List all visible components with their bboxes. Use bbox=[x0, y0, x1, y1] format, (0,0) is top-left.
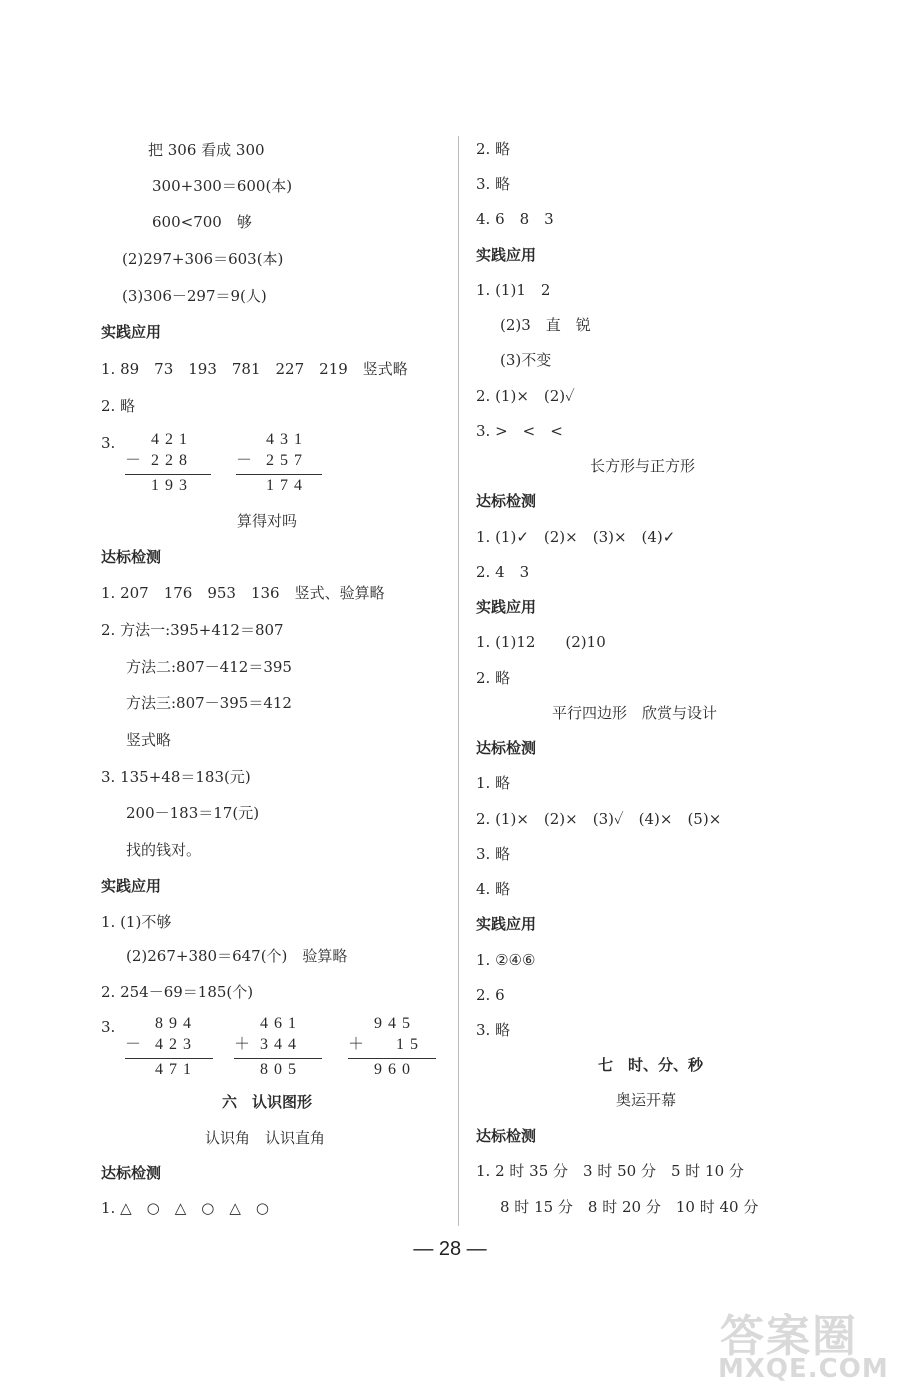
calc-bottom: 15 bbox=[396, 1036, 424, 1053]
text-line: 200－183＝17(元) bbox=[126, 804, 260, 822]
text-line: 方法三:807－395＝412 bbox=[126, 694, 292, 712]
text-line: 300+300＝600(本) bbox=[152, 177, 293, 195]
calc-bottom: 257 bbox=[266, 452, 308, 469]
watermark-url: MXQE.COM bbox=[718, 1354, 889, 1384]
section-heading: 实践应用 bbox=[476, 246, 537, 264]
text-line: 1. △ ○ △ ○ △ ○ bbox=[101, 1199, 269, 1217]
subsection-title: 平行四边形 欣赏与设计 bbox=[552, 704, 718, 722]
calc-result: 960 bbox=[374, 1061, 416, 1078]
text-line: 3. 略 bbox=[476, 175, 511, 193]
calc-rule bbox=[236, 474, 322, 475]
text-line: 1. 89 73 193 781 227 219 竖式略 bbox=[101, 360, 408, 378]
section-heading: 达标检测 bbox=[476, 739, 537, 757]
vertical-calculation bbox=[125, 430, 215, 496]
text-line: 4. 6 8 3 bbox=[476, 210, 554, 228]
calc-result: 805 bbox=[260, 1061, 302, 1078]
calc-rule bbox=[348, 1058, 436, 1059]
text-line: 8 时 15 分 8 时 20 分 10 时 40 分 bbox=[500, 1198, 759, 1216]
text-line: 1. 2 时 35 分 3 时 50 分 5 时 10 分 bbox=[476, 1162, 744, 1180]
calc-result: 193 bbox=[151, 477, 193, 494]
text-line: 2. (1)× (2)× (3)✓ (4)× (5)× bbox=[476, 810, 722, 828]
calc-bottom: 344 bbox=[260, 1036, 302, 1053]
text-line: 3. > < < bbox=[476, 422, 563, 440]
calc-top: 894 bbox=[155, 1015, 197, 1032]
text-line: (3)306－297＝9(人) bbox=[122, 287, 267, 305]
text-line: 1. ②④⑥ bbox=[476, 951, 536, 969]
section-heading: 达标检测 bbox=[101, 1164, 162, 1182]
calc-operator: － bbox=[236, 452, 259, 469]
section-heading: 实践应用 bbox=[476, 915, 537, 933]
text-line: 1. (1)1 2 bbox=[476, 281, 551, 299]
text-line: 600<700 够 bbox=[152, 213, 252, 231]
calc-operator: ＋ bbox=[234, 1036, 257, 1053]
text-line: 2. 6 bbox=[476, 986, 505, 1004]
vertical-calculation bbox=[236, 430, 326, 496]
calc-top: 461 bbox=[260, 1015, 302, 1032]
section-heading: 达标检测 bbox=[476, 492, 537, 510]
text-line: 3. 略 bbox=[476, 1021, 511, 1039]
text-line: 2. 略 bbox=[476, 140, 511, 158]
watermark-text: 答案圈 bbox=[720, 1311, 858, 1362]
subsection-title: 长方形与正方形 bbox=[590, 457, 696, 475]
vertical-calculation bbox=[348, 1014, 440, 1080]
text-line: 2. 254－69＝185(个) bbox=[101, 983, 254, 1001]
calc-operator: － bbox=[125, 452, 148, 469]
text-line: (3)不变 bbox=[500, 351, 552, 369]
calc-top: 431 bbox=[266, 431, 308, 448]
text-line: 2. 4 3 bbox=[476, 563, 530, 581]
watermark-logo bbox=[700, 1300, 900, 1390]
text-line: 3. bbox=[101, 434, 116, 452]
section-heading: 实践应用 bbox=[101, 877, 162, 895]
calc-top: 945 bbox=[374, 1015, 416, 1032]
calc-rule bbox=[125, 474, 211, 475]
text-line: (2)297+306＝603(本) bbox=[122, 250, 284, 268]
page-number: — 28 — bbox=[413, 1238, 487, 1260]
vertical-calculation bbox=[234, 1014, 326, 1080]
calc-top: 421 bbox=[151, 431, 193, 448]
text-line: (2)3 直 锐 bbox=[500, 316, 591, 334]
text-line: 1. (1)12 (2)10 bbox=[476, 633, 606, 651]
chapter-title: 六 认识图形 bbox=[222, 1093, 313, 1111]
text-line: 1. (1)不够 bbox=[101, 913, 172, 931]
text-line: 2. 略 bbox=[476, 669, 511, 687]
section-heading: 达标检测 bbox=[476, 1127, 537, 1145]
text-line: 4. 略 bbox=[476, 880, 511, 898]
subsection-title: 奥运开幕 bbox=[616, 1091, 677, 1109]
calc-operator: － bbox=[125, 1036, 148, 1053]
vertical-calculation bbox=[125, 1014, 217, 1080]
column-divider bbox=[458, 136, 459, 1226]
calc-bottom: 423 bbox=[155, 1036, 197, 1053]
chapter-title: 七 时、分、秒 bbox=[598, 1056, 704, 1074]
text-line: 2. 略 bbox=[101, 397, 136, 415]
section-heading: 实践应用 bbox=[476, 598, 537, 616]
text-line: 2. (1)× (2)✓ bbox=[476, 387, 575, 405]
text-line: 找的钱对。 bbox=[126, 841, 202, 859]
section-heading: 实践应用 bbox=[101, 323, 162, 341]
text-line: 1. (1)✓ (2)× (3)× (4)✓ bbox=[476, 528, 676, 546]
calc-rule bbox=[125, 1058, 213, 1059]
text-line: 1. 略 bbox=[476, 774, 511, 792]
text-line: 2. 方法一:395+412＝807 bbox=[101, 621, 284, 639]
text-line: 3. bbox=[101, 1018, 116, 1036]
text-line: 3. 略 bbox=[476, 845, 511, 863]
text-line: 把 306 看成 300 bbox=[148, 141, 265, 159]
calc-result: 174 bbox=[266, 477, 308, 494]
calc-bottom: 228 bbox=[151, 452, 193, 469]
subsection-title: 认识角 认识直角 bbox=[205, 1129, 326, 1147]
calc-result: 471 bbox=[155, 1061, 197, 1078]
text-line: (2)267+380＝647(个) 验算略 bbox=[126, 947, 348, 965]
calc-rule bbox=[234, 1058, 322, 1059]
subsection-title: 算得对吗 bbox=[237, 512, 298, 530]
section-heading: 达标检测 bbox=[101, 548, 162, 566]
calc-operator: ＋ bbox=[348, 1036, 371, 1053]
text-line: 竖式略 bbox=[126, 731, 172, 749]
text-line: 1. 207 176 953 136 竖式、验算略 bbox=[101, 584, 385, 602]
text-line: 方法二:807－412＝395 bbox=[126, 658, 292, 676]
text-line: 3. 135+48＝183(元) bbox=[101, 768, 251, 786]
